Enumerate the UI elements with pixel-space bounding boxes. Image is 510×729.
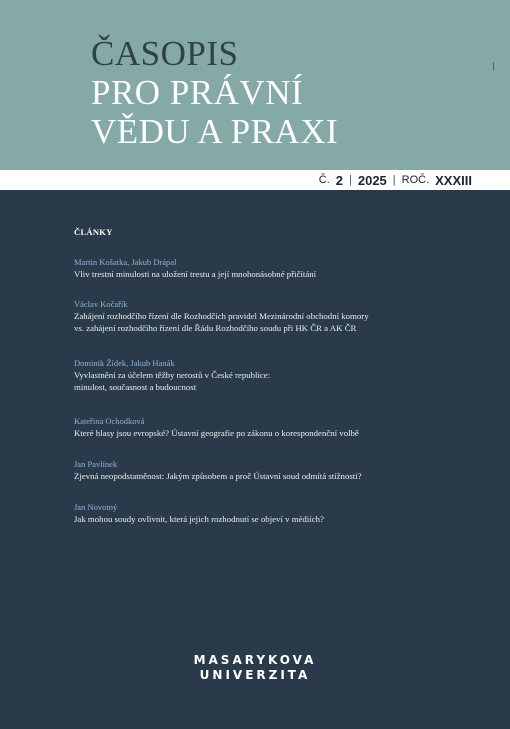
cover-top-band xyxy=(0,0,510,170)
article-title: Které hlasy jsou evropské? Ústavní geografie po zákonu o korespondenční volbě xyxy=(74,428,359,438)
issue-separator: | xyxy=(349,174,352,186)
publisher-logo xyxy=(0,653,510,683)
article-entry xyxy=(74,458,474,482)
article-entry xyxy=(74,501,474,525)
article-title: Vyvlastnění za účelem těžby nerostů v České republice: xyxy=(74,370,271,380)
publisher-logo-line-1: MASARYKOVA xyxy=(193,653,317,667)
issue-year: 2025 xyxy=(357,172,387,188)
article-title: Jak mohou soudy ovlivnit, která jejich rozhodnutí se objeví v médiích? xyxy=(74,514,324,524)
volume-label: ROČ. xyxy=(401,174,430,186)
article-title: Vliv trestní minulosti na uložení trestu a její mnohonásobné přičítání xyxy=(74,269,317,279)
crop-mark xyxy=(493,62,494,70)
issue-number: 2 xyxy=(335,172,343,188)
article-authors: Václav Kočařík xyxy=(74,299,128,309)
journal-title-line-1: ČASOPIS xyxy=(91,34,239,73)
issue-strip xyxy=(0,170,510,190)
article-title: vs. zahájení rozhodčího řízení dle Řádu Rozhodčího soudu při HK ČR a AK ČR xyxy=(74,323,357,333)
section-heading: ČLÁNKY xyxy=(74,227,113,237)
issue-separator: | xyxy=(392,174,396,186)
article-authors: Jan Pavlínek xyxy=(74,459,118,469)
volume-number: XXXIII xyxy=(435,172,472,188)
article-entry xyxy=(74,357,474,393)
journal-title xyxy=(91,34,338,151)
article-authors: Kateřina Ochodková xyxy=(74,416,145,426)
issue-info xyxy=(319,171,472,189)
article-title: Zahájení rozhodčího řízení dle Rozhodčích pravidel Mezinárodní obchodní komory xyxy=(74,311,369,321)
article-authors: Martin Košatka, Jakub Drápal xyxy=(74,257,177,267)
article-authors: Dominik Žídek, Jakub Hanák xyxy=(74,358,175,368)
article-entry xyxy=(74,256,474,280)
issue-number-label: Č. xyxy=(318,174,330,186)
contents-panel xyxy=(0,190,510,729)
article-title: minulost, současnost a budoucnost xyxy=(74,382,197,392)
journal-title-line-2: PRO PRÁVNÍ xyxy=(91,73,304,112)
article-entry xyxy=(74,298,474,334)
publisher-logo-line-2: UNIVERZITA xyxy=(199,668,311,682)
article-title: Zjevná neopodstatněnost: Jakým způsobem a proč Ústavní soud odmítá stížnosti? xyxy=(74,471,362,481)
article-entry xyxy=(74,415,474,439)
article-authors: Jan Novotný xyxy=(74,502,118,512)
journal-title-line-3: VĚDU A PRAXI xyxy=(91,112,339,151)
